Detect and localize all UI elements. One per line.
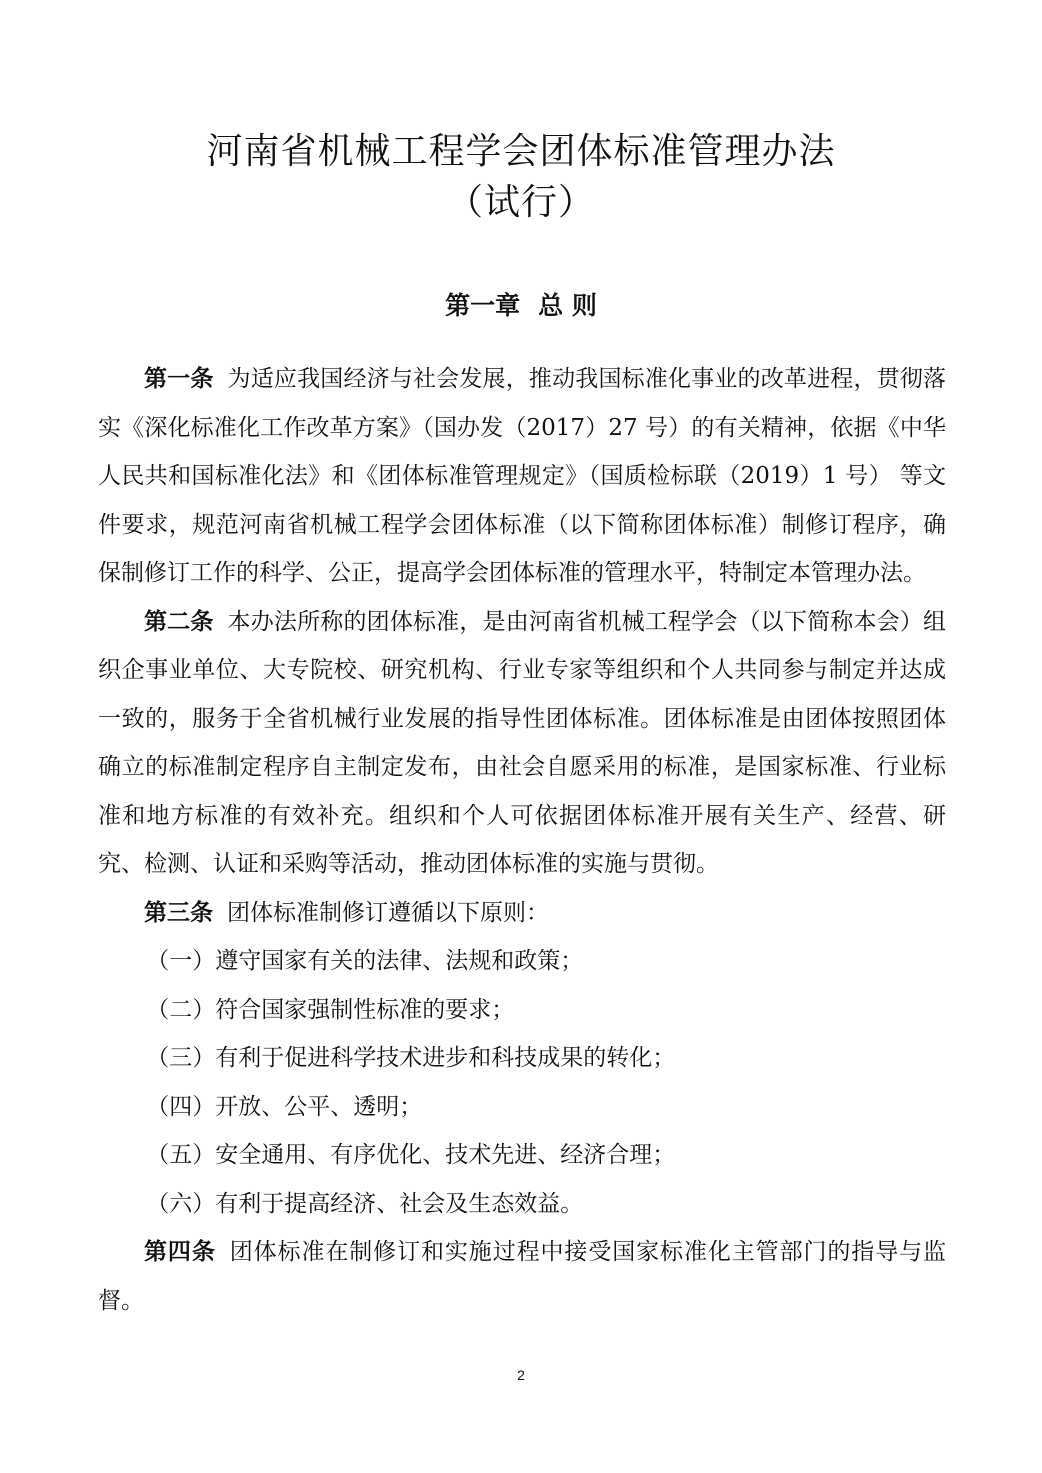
document-body: [98, 355, 946, 1325]
chapter-heading: [0, 286, 1042, 322]
principle-item: （三）有利于促进科学技术进步和科技成果的转化；: [146, 1045, 676, 1071]
principle-item: （四）开放、公平、透明；: [146, 1093, 423, 1120]
principle-item: （一）遵守国家有关的法律、法规和政策；: [146, 948, 584, 974]
document-subtitle: （试行）: [446, 182, 595, 223]
article-2: [98, 598, 946, 889]
page-number: 2: [517, 1367, 525, 1383]
article-label: 第二条: [144, 607, 214, 635]
article-text: 团体标准在制修订和实施过程中接受国家标准化主管部门的指导与监督。: [98, 1239, 946, 1314]
article-3: [98, 889, 946, 938]
article-4: [98, 1228, 946, 1325]
principle-item: （二）符合国家强制性标准的要求；: [146, 996, 515, 1023]
principle-item: （六）有利于提高经济、社会及生态效益。: [146, 1190, 584, 1217]
article-text: 团体标准制修订遵循以下原则：: [227, 899, 549, 926]
chapter-title: 总 则: [538, 291, 597, 320]
article-1: [98, 355, 946, 598]
document-title: 河南省机械工程学会团体标准管理办法: [206, 131, 836, 172]
chapter-number: 第一章: [445, 291, 521, 320]
article-text: 为适应我国经济与社会发展，推动我国标准化事业的改革进程，贯彻落实《深化标准化工作改革方案》（国办发（2017）27 号）的有关精神，依据《中华人民共和国标准化法》和《团体标准管理规定》（国质检标联（2019）1 号） 等文件要求，规范河南省机械工程学会团体标准（以下简称团体标准）制修订程序，确保制修订工作的科学、公正，提高学会团体标准的管理水平，特制定本管理办法。: [98, 366, 947, 586]
article-label: 第一条: [144, 365, 214, 392]
principle-item: （五）安全通用、有序优化、技术先进、经济合理；: [146, 1142, 676, 1168]
article-label: 第三条: [144, 898, 213, 926]
article-text: 本办法所称的团体标准，是由河南省机械工程学会（以下简称本会）组织企事业单位、大专院校、研究机构、行业专家等组织和个人共同参与制定并达成一致的，服务于全省机械行业发展的指导性团体标准。团体标准是由团体按照团体确立的标准制定程序自主制定发布，由社会自愿采用的标准，是国家标准、行业标准和地方标准的有效补充。组织和个人可依据团体标准开展有关生产、经营、研究、检测、认证和采购等活动，推动团体标准的实施与贯彻。: [98, 608, 947, 877]
article-label: 第四条: [144, 1238, 216, 1265]
